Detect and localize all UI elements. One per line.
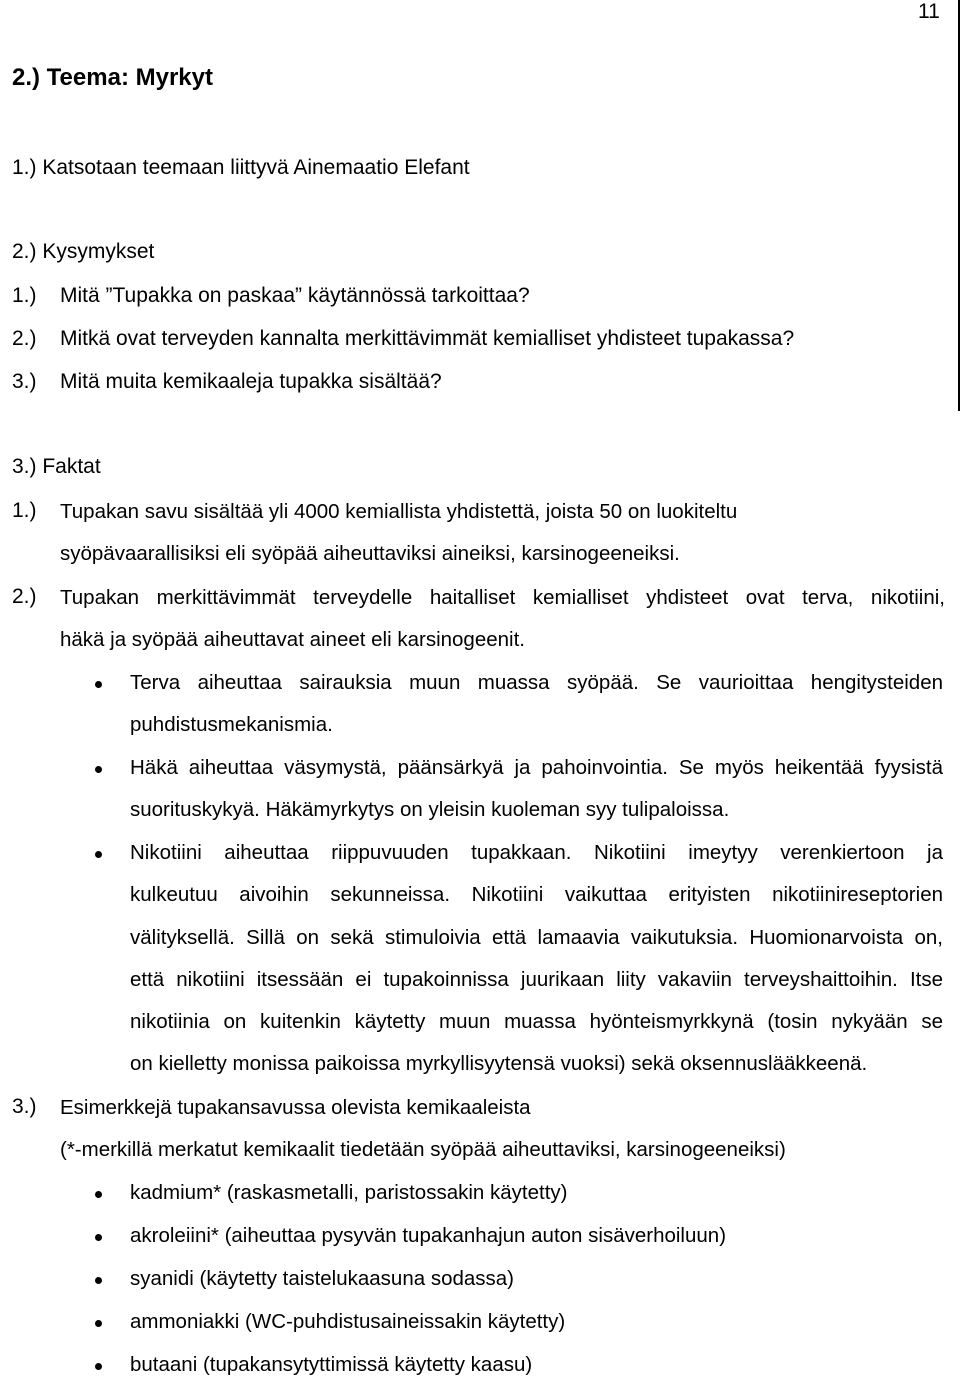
page-title: 2.) Teema: Myrkyt (12, 64, 213, 91)
fact-line: syöpävaarallisiksi eli syöpää aiheuttaviksi aineiksi, karsinogeeneiksi. (60, 542, 680, 565)
chemical-item: butaani (tupakansytyttimissä käytetty kaasu) (130, 1353, 533, 1376)
fact-number: 1.) (12, 499, 37, 522)
kysymykset-heading: 2.) Kysymykset (12, 240, 155, 263)
fact-line: Tupakan savu sisältää yli 4000 kemiallista yhdistettä, joista 50 on luokiteltu (60, 500, 738, 523)
bullet-line: suorituskykyä. Häkämyrkytys on yleisin kuoleman syy tulipaloissa. (130, 798, 730, 821)
bullet-icon (95, 681, 102, 688)
bullet-line: välityksellä. Sillä on sekä stimuloivia että lamaavia vaikutuksia. Huomionarvoista on, (130, 926, 943, 949)
faktat-heading: 3.) Faktat (12, 455, 101, 478)
fact-line: (*-merkillä merkatut kemikaalit tiedetään syöpää aiheuttaviksi, karsinogeeneiksi) (60, 1138, 786, 1161)
question-number: 2.) (12, 327, 37, 350)
chemical-item: syanidi (käytetty taistelukaasuna sodassa) (130, 1267, 515, 1290)
fact-number: 2.) (12, 585, 37, 608)
question-number: 3.) (12, 370, 37, 393)
bullet-icon (95, 1363, 102, 1370)
bullet-icon (95, 1234, 102, 1241)
question-text: Mitkä ovat terveyden kannalta merkittävimmät kemialliset yhdisteet tupakassa? (60, 327, 795, 350)
bullet-icon (95, 851, 102, 858)
bullet-line: on kielletty monissa paikoissa myrkyllisyytensä vuoksi) sekä oksennuslääkkeenä. (130, 1052, 868, 1075)
fact-line: Tupakan merkittävimmät terveydelle haitalliset kemialliset yhdisteet ovat terva, nikotiini, (60, 586, 945, 609)
chemical-item: kadmium* (raskasmetalli, paristossakin käytetty) (130, 1181, 568, 1204)
bullet-line: puhdistusmekanismia. (130, 713, 333, 736)
fact-number: 3.) (12, 1095, 37, 1118)
bullet-line: kulkeutuu aivoihin sekunneissa. Nikotiini vaikuttaa erityisten nikotiinireseptorien (130, 883, 943, 906)
bullet-icon (95, 1191, 102, 1198)
bullet-icon (95, 1277, 102, 1284)
question-text: Mitä ”Tupakka on paskaa” käytännössä tarkoittaa? (60, 284, 530, 307)
chemical-item: akroleiini* (aiheuttaa pysyvän tupakanhajun auton sisäverhoiluun) (130, 1224, 727, 1247)
question-number: 1.) (12, 284, 37, 307)
bullet-line: nikotiinia on kuitenkin käytetty muun muassa hyönteismyrkkynä (tosin nykyään se (130, 1010, 943, 1033)
bullet-line: Nikotiini aiheuttaa riippuvuuden tupakkaan. Nikotiini imeytyy verenkiertoon ja (130, 841, 943, 864)
question-text: Mitä muita kemikaaleja tupakka sisältää? (60, 370, 442, 393)
bullet-icon (95, 766, 102, 773)
bullet-line: Häkä aiheuttaa väsymystä, päänsärkyä ja pahoinvointia. Se myös heikentää fyysistä (130, 756, 943, 779)
fact-line: Esimerkkejä tupakansavussa olevista kemikaaleista (60, 1096, 531, 1119)
bullet-line: että nikotiini itsessään ei tupakoinnissa juurikaan liity vakaviin terveyshaittoihin. Itse (130, 968, 943, 991)
bullet-line: Terva aiheuttaa sairauksia muun muassa syöpää. Se vaurioittaa hengitysteiden (130, 671, 943, 694)
fact-line: häkä ja syöpää aiheuttavat aineet eli karsinogeenit. (60, 628, 525, 651)
chemical-item: ammoniakki (WC-puhdistusaineissakin käytetty) (130, 1310, 566, 1333)
page-number: 11 (918, 0, 940, 23)
intro-line: 1.) Katsotaan teemaan liittyvä Ainemaatio Elefant (12, 156, 470, 179)
bullet-icon (95, 1320, 102, 1327)
